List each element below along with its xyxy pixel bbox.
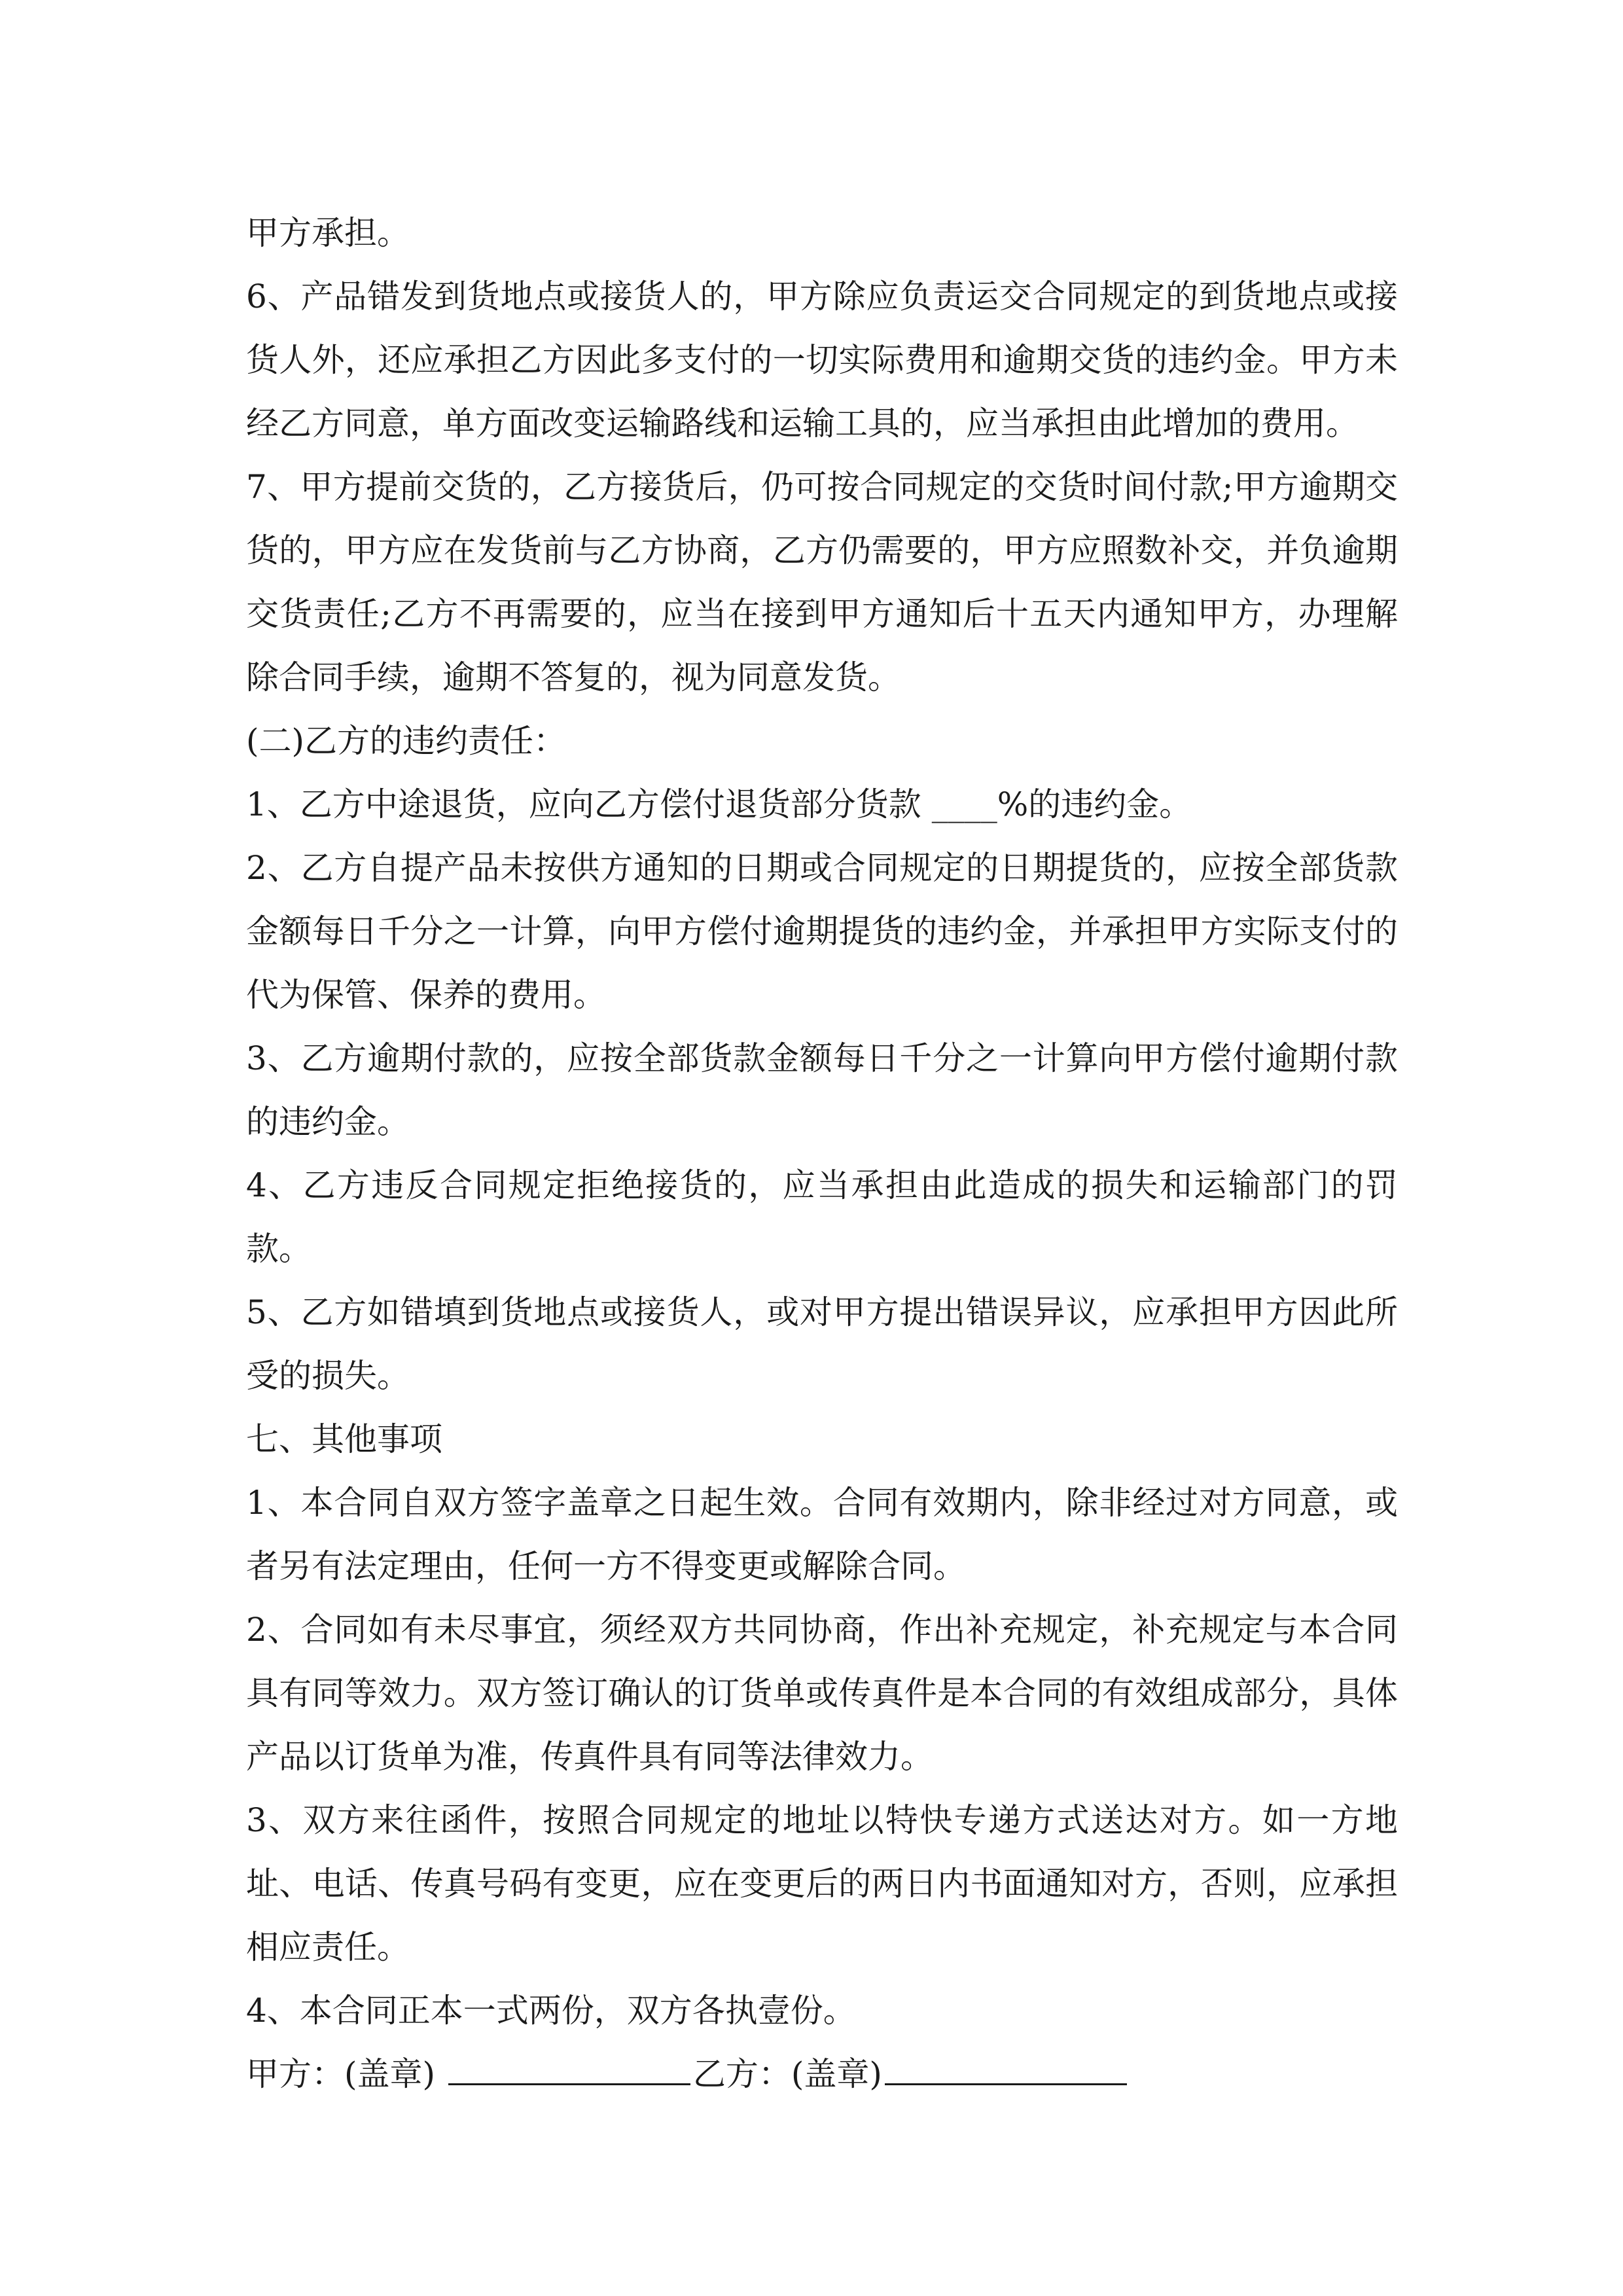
paragraph-b-clause-2: 2、乙方自提产品未按供方通知的日期或合同规定的日期提货的，应按全部货款金额每日千分之一计算，向甲方偿付逾期提货的违约金，并承担甲方实际支付的代为保管、保养的费用。 [246,849,1398,1014]
party-a-seal-label: 甲方：(盖章) [246,2055,446,2093]
paragraph-other-3: 3、双方来往函件，按照合同规定的地址以特快专递方式送达对方。如一方地址、电话、传真号码有变更，应在变更后的两日内书面通知对方，否则，应承担相应责任。 [246,1801,1398,1966]
section-heading-party-b-liability: (二)乙方的违约责任： [246,722,567,760]
paragraph-b-clause-3: 3、乙方逾期付款的，应按全部货款金额每日千分之一计算向甲方偿付逾期付款的违约金。 [246,1039,1398,1141]
party-b-signature-blank [885,2049,1127,2085]
paragraph-b-clause-5: 5、乙方如错填到货地点或接货人，或对甲方提出错误异议，应承担甲方因此所受的损失。 [246,1293,1398,1395]
paragraph-clause-7: 7、甲方提前交货的，乙方接货后，仍可按合同规定的交货时间付款;甲方逾期交货的，甲方应在发货前与乙方协商，乙方仍需要的，甲方应照数补交，并负逾期交货责任;乙方不再需要的，应当在接到甲方通知后十五天内通知甲方，办理解除合同手续，逾期不答复的，视为同意发货。 [246,468,1398,696]
section-heading-other-matters: 七、其他事项 [246,1420,442,1458]
paragraph-other-1: 1、本合同自双方签字盖章之日起生效。合同有效期内，除非经过对方同意，或者另有法定理由，任何一方不得变更或解除合同。 [246,1484,1398,1585]
paragraph-b-clause-4: 4、乙方违反合同规定拒绝接货的，应当承担由此造成的损失和运输部门的罚款。 [246,1166,1398,1268]
party-a-signature-blank [448,2049,690,2085]
paragraph-clause-6: 6、产品错发到货地点或接货人的，甲方除应负责运交合同规定的到货地点或接货人外，还应承担乙方因此多支付的一切实际费用和逾期交货的违约金。甲方未经乙方同意，单方面改变运输路线和运输工具的，应当承担由此增加的费用。 [246,278,1398,442]
paragraph-continuation: 甲方承担。 [246,214,410,252]
party-b-seal-label: 乙方：(盖章) [692,2055,882,2093]
paragraph-b-clause-1: 1、乙方中途退货，应向乙方偿付退货部分货款 ____%的违约金。 [246,785,1192,823]
paragraph-other-4: 4、本合同正本一式两份，双方各执壹份。 [246,1992,856,2030]
contract-body [246,202,1398,2106]
paragraph-other-2: 2、合同如有未尽事宜，须经双方共同协商，作出补充规定，补充规定与本合同具有同等效力。双方签订确认的订货单或传真件是本合同的有效组成部分，具体产品以订货单为准，传真件具有同等法律效力。 [246,1611,1398,1776]
signature-line [246,2043,1398,2106]
